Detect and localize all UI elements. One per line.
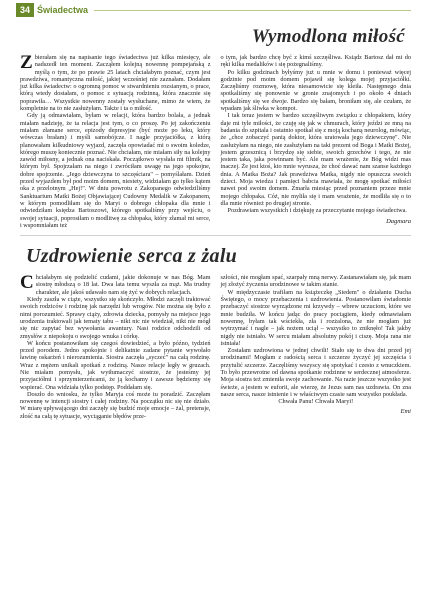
article-2-paragraph: Kiedy zaszła w ciąże, wszystko się skończyło. Młodzi zaczęli traktować swoich rodziców i rodzinę jak narzędzi lub wrogów. Nie można się było z nimi porozumieć. Sprawy ciąży, zdrowia dziecka, pomysły na miejsce jego urodzenia traktowali jak tematy tabu – nikt nic nie wiedział, nikt nie mógł się nic zapytać bez wywołania awantury. Nasi rodzice odchodzili od zmysłów z niepokoju o swojego wnuka i córkę.	[20, 296, 211, 340]
article-2-paragraph: Chciałabym się podzielić cudami, jakie dokonuje w nas Bóg. Mam siostrę młodszą o 18 lat. Dwa lata temu wyszła za mąż. Ma trudny charakter, ale jakoś udawało nam się żyć w dobrych relacjach.	[20, 272, 211, 296]
page-number: 34	[16, 3, 34, 17]
article-2-paragraph: Zostałam uzdrowiona w jednej chwili! Stało się to dwa dni przed jej urodzinami! Mogłam z radością serca i szczerze życzyć jej szczęścia i przytulić szczerze. Zaczęliśmy wszyscy się spotykać i czesto z wnuczkiem. To było przewrotne od dawna spotkanie rodzinne w serdecznej atmosferze. Moja siostra też zmieniła swoje zachowanie. Na razie jeszcze wszystko jest świeże, a jestem w euforii, ale wierzę, że Jezus sam nas uzdrawia. On zna nasze serca, nasze istnienie i w właściwym czasie sam wszystko poukłada.	[220, 347, 411, 398]
drop-cap: C	[20, 272, 34, 294]
article-1-paragraph: Pozdrawiam wszystkich i dziękuję za przeczytanie mojego świadectwa.	[227, 207, 407, 215]
article-2-column-left	[20, 274, 211, 420]
article-2-paragraph: szłości, nie mogłam spać, szarpały mną nerwy. Zastanawiałam się, jak mam jej złożyć życzenia urodzinowe w takim stanie.	[220, 274, 411, 289]
article-1-columns	[20, 54, 411, 229]
article-1	[20, 26, 411, 229]
article-2-columns	[20, 274, 411, 420]
page-header	[16, 0, 411, 20]
article-1-column-left	[20, 54, 211, 229]
article-1-column-right	[221, 54, 412, 229]
article-2-paragraph: W końcu postanowiłam się czegoś dowiedzieć, a było późno, tydzień przed porodem. Jedno spokojnie i delikatnie zadane pytanie wywołało ławinę oskarżeń i nierozumienia. Siostra zaczęła „syczeć" na całą rodzinę. Wraz z mężem unikali spotkań z rodziną. Nasze relacje legły w gruzach. Nie miałam pomysłu, jak wytłumaczyć siostrze, że jesteśmy jej przyjaciółmi i sprzymierzeńcami, że ją kochamy i zawsze będziemy się wspierać. Ona widziała tylko podstęp. Poddałam się.	[20, 339, 211, 391]
article-1-paragraph: o tym, jak bardzo chcę być z kimś szczęśliwa. Ksiądz Bartosz dał mi do ręki kilka medalików i się pożegnaliśmy.	[220, 54, 411, 69]
section-title: Świadectwa	[37, 5, 89, 15]
article-1-paragraph: Po kilku godzinach byłyśmy już u mnie w domu i ponieważ więcej godzinie pod moim domem pojawił się kolega mojej przyjaciółki. Zaczęliśmy rozmowę, która niesamowicie się kleiła. Następnego dnia spotkaliśmy się ponownie w gronie znajomych i po około 4 dniach spotkaliśmy się we dwoje. Bardzo się bałam, broniłam się, ale czułam, że wpadam jak śliwka w kompot.	[220, 68, 411, 113]
article-2-paragraph: Chwała Panu! Chwała Maryi!	[278, 398, 354, 406]
article-2	[20, 245, 411, 420]
article-2-paragraph: Doszło do wniosku, że tylko Maryja coś może tu poradzić. Zaczęłam nowennę w intencji siostry i całej rodziny. Na początku nic się nie działo. W miarę upływającego dni zaczęły się budzić moje emocje – żal, pretensje, złość na całą tę sytuacje, wyciąganie błędów prze-	[20, 390, 211, 420]
article-2-column-right	[221, 274, 412, 420]
article-2-paragraph: W międzyczasie trafiłam na książeczkę „Siedem" o działaniu Ducha Świętego, o mocy przebaczenia i uzdrowienia. Postanowiłam świadomie przebaczyć siostrze wyrządzone mi krzywdy – wbrew uczuciom, które we mnie budziła. W końcu jadąc do pracy pociągiem, kiedy odmawiałam nowennę, byłam tak wściekła, zła i rozżalona, że nie mogłam już wytrzymać i nagle – jak nożem uciął – wszystko to zniknęło! Tak jakby nigdy nie istniało. W sercu miałam absolutny pokój i ciszę. Moja rana nie istniała!	[220, 288, 411, 347]
article-2-title: Uzdrowienie serca z żalu	[26, 245, 238, 268]
drop-cap: Z	[20, 52, 33, 73]
header-rule	[94, 10, 411, 11]
article-1-paragraph: Zbierałam się na napisanie tego świadectwa już kilka miesięcy, ale nadszedł ten moment. Zacząłem kolejną nowennę pompejańską z myślą o tym, że po prawie 25 latach chciałabym poznać, czym jest prawdziwa, romantyczna miłość, jakiej wcześniej nie zaznałam. Dodałam już kilka świadectw: o ogromną pomoc w stwardnieniu rozsianym, o prace, którą wtedy dostałam, o pomoc z sytuacją rodzinną, która znacznie się poprawiła… Wszystkie nowenny zostały wysłuchane, mimo że wiem, że kompletnie na to nie zasłużyłam. Także i ta o miłość.	[20, 52, 211, 113]
article-separator	[20, 235, 411, 236]
article-1-title: Wymodlona miłość	[251, 26, 405, 47]
article-1-signature: Dagmara	[386, 217, 411, 225]
article-1-paragraph: Gdy ją odmawiałam, byłam w relacji, która bardzo bolała, a jednak miałam nadzieję, że ta relacja jest tym, o co proszę. Po jej zakończeniu miałam złamane serce, epizody depresyjne (być może po leku, który wówczas brałam) i myśli samobójcze. I nagle przyjaciółka, z którą planowałam kilkudniowy wyjazd, zaczęła opowiadać mi o swoim koledze, którego muszę koniecznie poznać. Nie chciałam, nie miałam siły na kolejny zawód miłosny, a jednak ona naciskała. Początkowo wysłała mi filmik, na którym był. Spojrzałam na niego i zwróciłam uwagę na jego spokojne, dobre spojrzenie. „Jego dziewczyna to szczęściara" – pomyślałam. Dzień przed wyjazdem był pod moim domem, niestety, widziałam go tylko kątem oka z przelotnym „Hej!". W dniu powrotu z Zakopanego odwiedziliśmy Sanktuarium Matki Bożej Objawiającej Cudowny Medalik w Zakopanem, w którym pomodliłam się do Maryi o dobrego chłopaka dla mnie i odwiedziłam księdza Bartoszowi, którego spotkaliśmy przy wejściu, o swojej sytuacji, poprosiłam o modlitwę za chłopaka, który złamał mi serce, i wspomniałam też	[20, 112, 211, 229]
article-1-paragraph: I tak teraz jestem w bardzo szczęśliwym związku z chłopakiem, który daje mi tyle miłości, że czuję się jak w chmurach, który jeździ ze mną na badania do szpitala i ostatnio spotkał się z moją kochaną neurolog, mówiąc, że „chce zobaczyć panią doktor, która uratowała jego dziewczynę". Nie zasłużyłam na niego, nie zasłużyłam na taki prezent od Boga i Matki Bożej, jestem grzesznicą i brzydzę się siebie, swoich grzechów i tego, że nie jestem taka, jaka powinnam być. Ale mam wrażenie, że Bóg widzi mas inaczej. Że jest ktoś, kto mnie wyrusza, że choć dawać nam szanse każdego dnia. A Matka Boża? Jak prawdziwa Matka, nigdy nie opuszcza swoich dzieci. Moja wiedza i pamięci babcia mawiała, że mogę spotkać miłości nawet pod swoim domem. Zmarła miesiąc przed poznaniem przeze mnie mojego chłopaka. Cóż, nie myliła się i mam wrażenie, że modliła się o to dla mnie również po drugiej stronie.	[220, 112, 411, 207]
article-2-signature: Emi	[400, 408, 411, 416]
